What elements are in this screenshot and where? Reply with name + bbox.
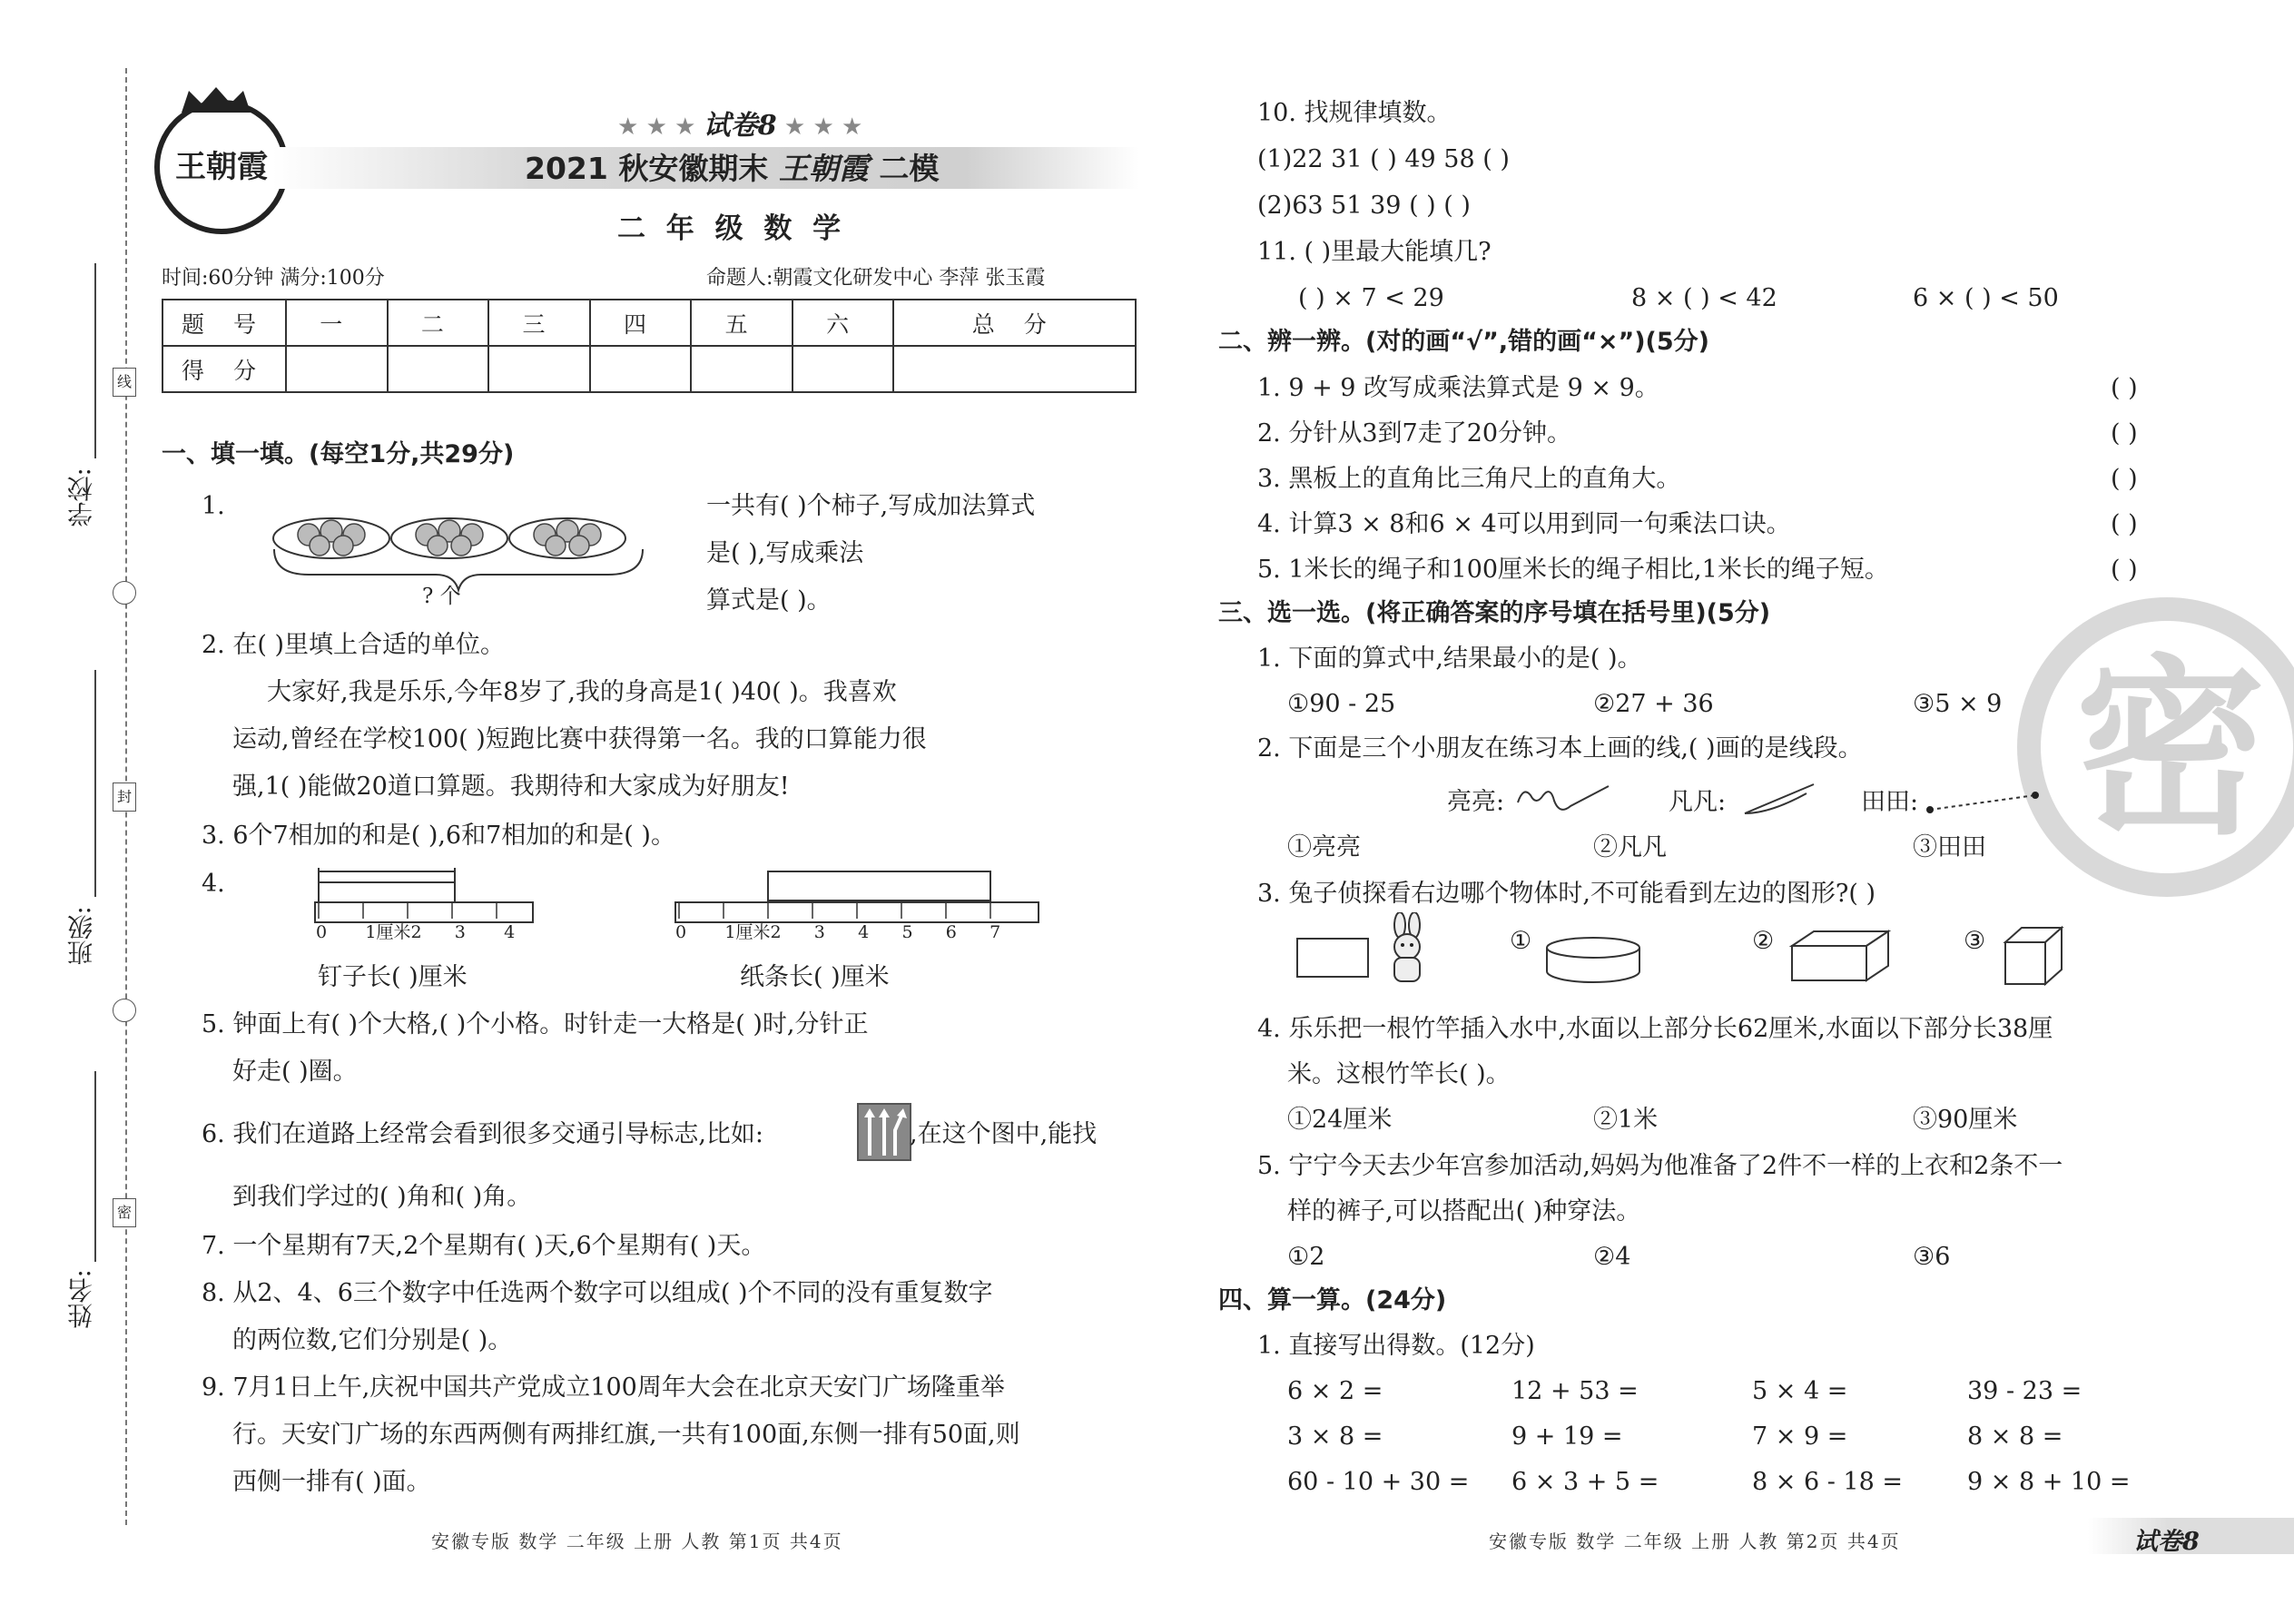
calc-cell: 8 × 6 - 18 = xyxy=(1752,1468,1903,1496)
q1-line2: 是( ),写成乘法 xyxy=(706,539,864,567)
line-name-fanfan: 凡凡: xyxy=(1669,788,1727,816)
q1-number: 1. xyxy=(202,492,225,520)
exam-title-brand: 王朝霞 xyxy=(778,151,869,186)
judge-item-1: 1. 9 + 9 改写成乘法算式是 9 × 9。 xyxy=(1257,374,1659,402)
q11: 11. ( )里最大能填几? xyxy=(1257,238,1492,266)
q9-line2: 行。天安门广场的东西两侧有两排红旗,一共有100面,东侧一排有50面,则 xyxy=(232,1421,1020,1449)
q10-a: (1)22 31 ( ) 49 58 ( ) xyxy=(1257,145,1510,173)
score-header-cell: 六 xyxy=(793,300,894,346)
q11-b: 8 × ( ) < 42 xyxy=(1631,284,1777,312)
q8-line2: 的两位数,它们分别是( )。 xyxy=(232,1326,513,1354)
school-label: 学校: xyxy=(66,468,96,527)
calc-cell: 12 + 53 = xyxy=(1511,1377,1639,1405)
q9-line1: 9. 7月1日上午,庆祝中国共产党成立100周年大会在北京天安门广场隆重举 xyxy=(202,1373,1005,1402)
time-info: 时间:60分钟 满分:100分 xyxy=(162,267,385,290)
choice-q3-mark3: ③ xyxy=(1964,927,1986,955)
section4-title: 四、算一算。(24分) xyxy=(1218,1286,1447,1314)
paper-no: 试卷8 xyxy=(703,110,777,142)
q10-b: (2)63 51 39 ( ) ( ) xyxy=(1257,192,1471,220)
paper-number xyxy=(617,111,862,143)
choice-q3-mark2: ② xyxy=(1752,927,1775,955)
brand-logo xyxy=(154,100,289,234)
calc-cell: 60 - 10 + 30 = xyxy=(1287,1468,1470,1496)
q1-line3: 算式是( )。 xyxy=(706,586,832,615)
score-input-cell[interactable] xyxy=(388,346,489,392)
traffic-sign-icon xyxy=(857,1103,911,1161)
judge-bracket-3[interactable]: ( ) xyxy=(2111,465,2138,493)
choice-q5-opt3: ③6 xyxy=(1913,1243,1951,1271)
q8-line1: 8. 从2、4、6三个数字中任选两个数字可以组成( )个不同的没有重复数字 xyxy=(202,1279,993,1307)
judge-item-3: 3. 黑板上的直角比三角尺上的直角大。 xyxy=(1257,465,1681,493)
q6-line1b: ,在这个图中,能找 xyxy=(910,1120,1098,1148)
score-input-cell[interactable] xyxy=(286,346,388,392)
choice-q2-opt2: ②凡凡 xyxy=(1593,833,1667,861)
calc-cell: 9 + 19 = xyxy=(1511,1422,1623,1451)
calc-cell: 5 × 4 = xyxy=(1752,1377,1848,1405)
score-input-cell[interactable] xyxy=(590,346,692,392)
q9-line3: 西侧一排有( )面。 xyxy=(232,1468,431,1496)
choice-q2-opt3: ③田田 xyxy=(1913,833,1986,861)
choice-q1-opt3: ③5 × 9 xyxy=(1913,690,2003,718)
section3-title: 三、选一选。(将正确答案的序号填在括号里)(5分) xyxy=(1218,599,1771,627)
q1-caption: ? 个 xyxy=(422,585,461,608)
choice-q1-opt1: ①90 - 25 xyxy=(1287,690,1396,718)
score-header-cell: 总 分 xyxy=(893,300,1136,346)
class-label: 班级: xyxy=(66,906,96,966)
q2-line1: 2. 在( )里填上合适的单位。 xyxy=(202,631,505,659)
choice-q5-opt2: ②4 xyxy=(1593,1243,1631,1271)
q4-number: 4. xyxy=(202,870,225,898)
q4-caption2: 纸条长( )厘米 xyxy=(740,963,890,991)
q2-line4: 强,1( )能做20道口算题。我期待和大家成为好朋友! xyxy=(232,773,790,801)
score-input-cell[interactable] xyxy=(793,346,894,392)
ruler2-unit: 厘米 xyxy=(735,922,771,942)
binding-circle-2 xyxy=(113,999,136,1022)
footer-badge xyxy=(2088,1518,2294,1554)
score-header-cell: 二 xyxy=(388,300,489,346)
judge-bracket-5[interactable]: ( ) xyxy=(2111,556,2138,584)
judge-item-5: 5. 1米长的绳子和100厘米长的绳子相比,1米长的绳子短。 xyxy=(1257,556,1889,584)
calc-cell: 6 × 2 = xyxy=(1287,1377,1383,1405)
choice-q5-line1: 5. 宁宁今天去少年宫参加活动,妈妈为他准备了2件不一样的上衣和2条不一 xyxy=(1257,1152,2063,1180)
q10: 10. 找规律填数。 xyxy=(1257,99,1452,127)
watermark-seal xyxy=(2017,597,2294,897)
judge-item-4: 4. 计算3 × 8和6 × 4可以用到同一句乘法口诀。 xyxy=(1257,510,1791,538)
q6-line2: 到我们学过的( )角和( )角。 xyxy=(232,1183,532,1211)
segment-line-figure xyxy=(1925,790,2043,821)
score-header-cell: 五 xyxy=(691,300,793,346)
q5-line2: 好走( )圈。 xyxy=(232,1058,358,1086)
footer-right: 安徽专版 数学 二年级 上册 人教 第2页 共4页 xyxy=(1489,1530,1901,1552)
calc-cell: 7 × 9 = xyxy=(1752,1422,1848,1451)
cuboid-shape-figure xyxy=(1788,928,1894,988)
score-table-header-row xyxy=(162,300,1136,346)
q2-line2: 大家好,我是乐乐,今年8岁了,我的身高是1( )40( )。我喜欢 xyxy=(267,678,897,706)
exam-title-suffix: 二模 xyxy=(879,151,940,186)
author-info: 命题人:朝霞文化研发中心 李萍 张玉霞 xyxy=(706,267,1046,290)
brand-logo-text: 王朝霞 xyxy=(175,149,268,185)
footer-badge-text: 试卷8 xyxy=(2133,1528,2200,1556)
q11-c: 6 × ( ) < 50 xyxy=(1913,284,2059,312)
line-name-tiantian: 田田: xyxy=(1861,788,1919,816)
q3: 3. 6个7相加的和是( ),6和7相加的和是( )。 xyxy=(202,822,675,850)
score-input-cell[interactable] xyxy=(691,346,793,392)
score-header-cell: 一 xyxy=(286,300,388,346)
rabbit-detective-icon xyxy=(1380,912,1434,990)
section2-title: 二、辨一辨。(对的画“√”,错的画“×”)(5分) xyxy=(1218,328,1710,356)
q11-a: ( ) × 7 < 29 xyxy=(1298,284,1444,312)
subject-title: 二 年 级 数 学 xyxy=(617,212,847,245)
cylinder-shape-figure xyxy=(1543,935,1643,989)
q5-line1: 5. 钟面上有( )个大格,( )个小格。时针走一大格是( )时,分针正 xyxy=(202,1010,869,1038)
choice-q4-opt1: ①24厘米 xyxy=(1287,1106,1393,1134)
choice-q1-opt2: ②27 + 36 xyxy=(1593,690,1714,718)
calc-cell: 39 - 23 = xyxy=(1967,1377,2082,1405)
exam-title xyxy=(525,151,939,187)
exam-title-prefix: 2021 秋安徽期末 xyxy=(525,151,769,186)
calc-cell: 3 × 8 = xyxy=(1287,1422,1383,1451)
score-row-label: 得 分 xyxy=(162,346,286,392)
judge-bracket-1[interactable]: ( ) xyxy=(2111,374,2138,402)
name-field-line xyxy=(94,1071,96,1262)
seal-box-secret: 密 xyxy=(113,1198,136,1227)
stars-right: ★ ★ ★ xyxy=(776,113,863,141)
choice-q4-line1: 4. 乐乐把一根竹竿插入水中,水面以上部分长62厘米,水面以下部分长38厘 xyxy=(1257,1015,2053,1043)
ruler2-ticks: 0 1厘米2 3 4 5 6 7 xyxy=(675,922,1001,942)
school-field-line xyxy=(94,263,96,458)
name-label: 姓名: xyxy=(66,1269,96,1329)
score-table xyxy=(162,299,1137,393)
score-input-cell[interactable] xyxy=(488,346,590,392)
judge-bracket-2[interactable]: ( ) xyxy=(2111,419,2138,448)
seal-box-seal: 封 xyxy=(113,782,136,812)
rectangle-shape-figure xyxy=(1296,938,1369,978)
calc-cell: 8 × 8 = xyxy=(1967,1422,2063,1451)
q1-line1: 一共有( )个柿子,写成加法算式 xyxy=(706,492,1036,520)
score-input-cell[interactable] xyxy=(893,346,1136,392)
judge-bracket-4[interactable]: ( ) xyxy=(2111,510,2138,538)
ray-line-figure xyxy=(1743,781,1816,821)
ruler1-unit: 厘米 xyxy=(376,922,411,942)
calc-cell: 9 × 8 + 10 = xyxy=(1967,1468,2131,1496)
binding-circle-1 xyxy=(113,581,136,605)
calc-cell: 6 × 3 + 5 = xyxy=(1511,1468,1659,1496)
q2-line3: 运动,曾经在学校100( )短跑比赛中获得第一名。我的口算能力很 xyxy=(232,725,927,753)
score-header-cell: 四 xyxy=(590,300,692,346)
score-table-score-row xyxy=(162,346,1136,392)
choice-q5-opt1: ①2 xyxy=(1287,1243,1325,1271)
calc-q1: 1. 直接写出得数。(12分) xyxy=(1257,1332,1535,1360)
judge-item-2: 2. 分针从3到7走了20分钟。 xyxy=(1257,419,1572,448)
score-header-cell: 题 号 xyxy=(162,300,286,346)
line-name-liangliang: 亮亮: xyxy=(1447,788,1505,816)
choice-q2-opt1: ①亮亮 xyxy=(1287,833,1361,861)
choice-q4-line2: 米。这根竹竿长( )。 xyxy=(1287,1060,1511,1088)
watermark-text: 密 xyxy=(2074,636,2266,861)
choice-q3-mark1: ① xyxy=(1510,927,1532,955)
score-header-cell: 三 xyxy=(488,300,590,346)
class-field-line xyxy=(94,670,96,897)
choice-q1: 1. 下面的算式中,结果最小的是( )。 xyxy=(1257,645,1642,673)
choice-q2: 2. 下面是三个小朋友在练习本上画的线,( )画的是线段。 xyxy=(1257,734,1863,763)
choice-q4-opt2: ②1米 xyxy=(1593,1106,1659,1134)
ruler1-ticks: 0 1厘米2 3 4 xyxy=(316,922,516,942)
q7: 7. 一个星期有7天,2个星期有( )天,6个星期有( )天。 xyxy=(202,1232,766,1260)
choice-q3: 3. 兔子侦探看右边哪个物体时,不可能看到左边的图形?( ) xyxy=(1257,880,1876,908)
choice-q5-line2: 样的裤子,可以搭配出( )种穿法。 xyxy=(1287,1197,1641,1225)
logo-crown-icon xyxy=(182,87,251,113)
stars-left: ★ ★ ★ xyxy=(617,113,704,141)
seal-box-line: 线 xyxy=(113,368,136,397)
section1-title: 一、填一填。(每空1分,共29分) xyxy=(162,440,515,468)
choice-q4-opt3: ③90厘米 xyxy=(1913,1106,2018,1134)
q6-line1a: 6. 我们在道路上经常会看到很多交通引导标志,比如: xyxy=(202,1120,764,1148)
footer-left: 安徽专版 数学 二年级 上册 人教 第1页 共4页 xyxy=(431,1530,843,1552)
q4-caption1: 钉子长( )厘米 xyxy=(318,963,468,991)
cube-shape-figure xyxy=(2002,924,2065,991)
curve-line-figure xyxy=(1514,782,1614,822)
